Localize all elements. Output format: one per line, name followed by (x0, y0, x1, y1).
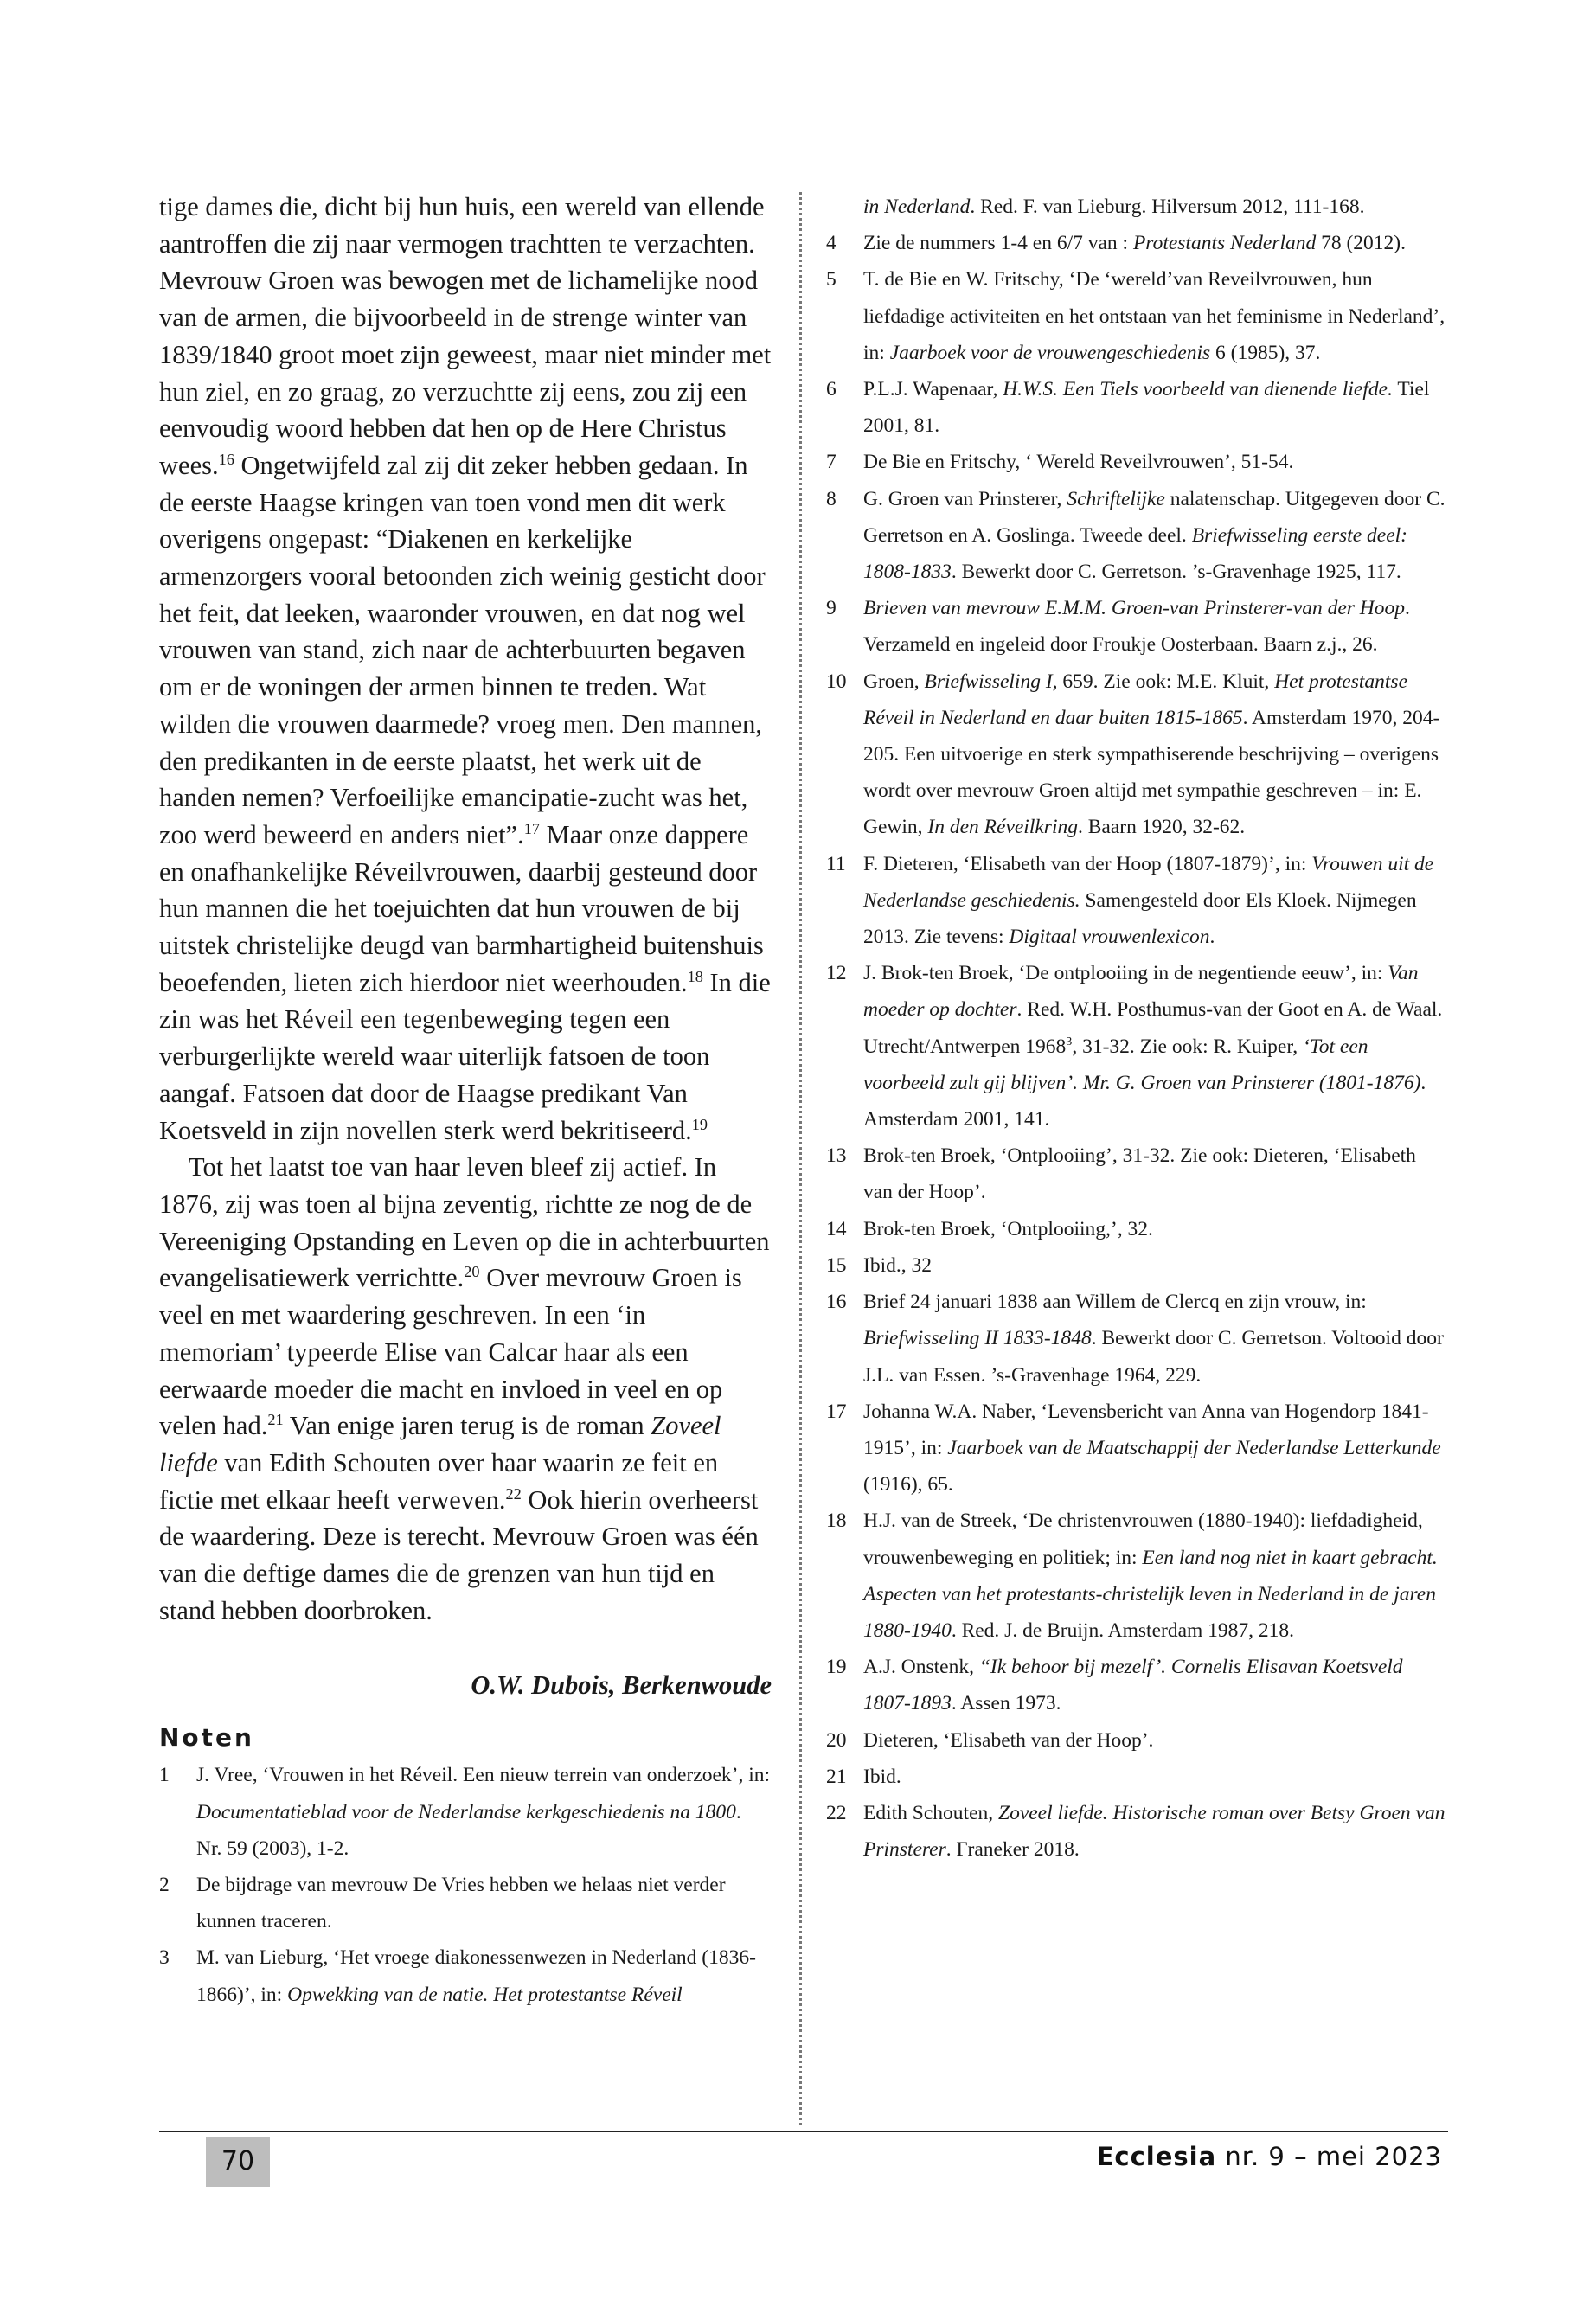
footnote-ref: 18 (687, 967, 703, 985)
italic-text: Het protestantse Réveil in Nederland en daar buiten 1815-1865 (863, 670, 1408, 729)
author-signature: O.W. Dubois, Berkenwoude (471, 1670, 772, 1701)
footnote (826, 955, 1449, 1138)
footnote-number: 12 (826, 962, 847, 985)
footnote (826, 481, 1449, 591)
footnote-number: 19 (826, 1656, 847, 1679)
italic-text: ‘Tot een voorbeeld zult gij blijven’. Mr. G. Groen van Prinsterer (1801-1876) (863, 1035, 1421, 1094)
text-run: . Red. W.H. Posthumus-van der Goot en A. de Waal. Utrecht/Antwerpen 1968 (863, 998, 1443, 1058)
footnote (826, 1284, 1449, 1394)
column-divider (799, 192, 802, 2125)
text-run: Ongetwijfeld zal zij dit zeker hebben gedaan. In de eerste Haagse kringen van toen vond men dit werk overigens ongepast: “Diakenen en kerkelijke armenzorgers vooral betoonden zich weinig gesticht door het feit, dat leeken, waaronder vrouwen, en dat nog wel vrouwen van stand, zich naar de achterbuurten begaven om er de woningen der armen binnen te treden. Wat wilden die vrouwen daarmede? vroeg men. Den mannen, den predikanten in de eerste plaatst, het werk uit de handen nemen? Verfoeilijke emancipatie-zucht was het, zoo werd beweerd en anders niet”. (159, 450, 766, 849)
text-run: . Bewerkt door C. Gerretson. Voltooid door J.L. van Essen. ’s-Gravenhage 1964, 229. (863, 1327, 1444, 1387)
text-run: Over mevrouw Groen is veel en met waardering geschreven. In een ‘in memoriam’ typeerde Elise van Calcar haar als een eerwaarde moeder die macht en invloed in veel en op velen had. (159, 1263, 742, 1441)
text-run: Edith Schouten, (863, 1801, 998, 1824)
italic-text: Vrouwen uit de Nederlandse geschiedenis. (863, 852, 1434, 912)
footnote (826, 444, 1449, 480)
italic-text: Digitaal vrouwenlexicon (1009, 926, 1210, 949)
text-run: (1916), 65. (863, 1473, 953, 1497)
italic-text: Briefwisseling II 1833-1848 (863, 1327, 1092, 1350)
text-run: Tiel 2001, 81. (863, 378, 1430, 438)
text-run: . Bewerkt door C. Gerretson. ’s-Gravenhage 1925, 117. (951, 561, 1401, 584)
text-run: . Verzameld en ingeleid door Froukje Oosterbaan. Baarn z.j., 26. (863, 597, 1410, 657)
footnote-number: 16 (826, 1291, 847, 1314)
text-run: Brok-ten Broek, ‘Ontplooiing’, 31-32. Zie ook: Dieteren, ‘Elisabeth van der Hoop’. (863, 1144, 1416, 1204)
text-run: Tot het laatst toe van haar leven bleef zij actief. In 1876, zij was toen al bijna zeventig, richtte ze nog de de Vereeniging Opstanding en Leven op die in achterbuurten evangelisatiewerk verrichtte. (159, 1152, 770, 1293)
text-run: Van enige jaren terug is de roman (283, 1411, 651, 1441)
text-run: 78 (2012). (1316, 232, 1407, 255)
text-run: J. Brok-ten Broek, ‘De ontplooiing in de negentiende eeuw’, in: (863, 962, 1388, 985)
footnote-number: 1 (159, 1764, 170, 1787)
text-run: F. Dieteren, ‘Elisabeth van der Hoop (1807-1879)’, in: (863, 852, 1312, 875)
footnote-number: 20 (826, 1728, 847, 1752)
footnote-number: 14 (826, 1217, 847, 1240)
text-run: , 31-32. Zie ook: R. Kuiper, (1072, 1035, 1303, 1058)
footnote (826, 371, 1449, 444)
text-run: De bijdrage van mevrouw De Vries hebben we helaas niet verder kunnen traceren. (196, 1874, 726, 1933)
text-run: Maar onze dappere en onafhankelijke Réveilvrouwen, daarbij gesteund door hun mannen die het toejuichten dat hun vrouwen de bij uitstek christelijke deugd van barmhartigheid buitenshuis beoefenden, lieten zich hierdoor niet weerhouden. (159, 819, 764, 997)
text-run: Brief 24 januari 1838 aan Willem de Clercq en zijn vrouw, in: (863, 1291, 1367, 1314)
italic-text: In den Réveilkring (927, 816, 1078, 839)
footnote (826, 1759, 1449, 1795)
journal-name: Ecclesia (1096, 2142, 1217, 2171)
text-run: T. de Bie en W. Fritschy, ‘De ‘wereld’van Reveilvrouwen, hun liefdadige activiteiten en het ontstaan van het feminisme in Nederland’, in: (863, 268, 1445, 364)
italic-text: Jaarboek van de Maatschappij der Nederlandse Letterkunde (947, 1436, 1441, 1459)
footnote (826, 1394, 1449, 1503)
text-run: Zie de nummers 1-4 en 6/7 van : (863, 232, 1133, 255)
footnote-number: 8 (826, 487, 836, 510)
footnote-ref: 19 (691, 1115, 708, 1133)
notes-heading: Noten (159, 1723, 254, 1753)
italic-text: Schriftelijke (1067, 487, 1165, 510)
italic-text: Briefwisseling eerste deel: 1808-1833 (863, 523, 1407, 584)
text-run: Ook hierin overheerst de waardering. Deze is terecht. Mevrouw Groen was één van die deftige dames die de grenzen van hun tijd en stand hebben doorbroken. (159, 1484, 759, 1625)
footnote (826, 846, 1449, 956)
footnote-ref: 17 (523, 819, 540, 837)
italic-text: in Nederland (863, 195, 971, 218)
text-run: . Amsterdam 1970, 204-205. Een uitvoerige en sterk sympathiserende beschrijving – overigens wordt over mevrouw Groen altijd met sympathie geschreven – in: E. Gewin, (863, 706, 1440, 839)
text-run: J. Vree, ‘Vrouwen in het Réveil. Een nieuw terrein van onderzoek’, in: (196, 1764, 771, 1787)
text-run: . Nr. 59 (2003), 1-2. (196, 1800, 741, 1860)
footnote (826, 663, 1449, 846)
text-run: . (1209, 926, 1215, 949)
footnote (826, 1722, 1449, 1759)
text-run: . Red. F. van Lieburg. Hilversum 2012, 111-168. (970, 195, 1365, 218)
footnote-number: 11 (826, 852, 846, 875)
footnote (826, 1503, 1449, 1649)
text-run: tige dames die, dicht bij hun huis, een wereld van ellende aantroffen die zij naar vermogen trachtten te verzachten. Mevrouw Groen was bewogen met de lichamelijke nood van de armen, die bijvoorbeeld in de strenge winter van 1839/1840 groot moet zijn geweest, maar niet minder met hun ziel, en zo graag, zo verzuchtte zij eens, zou zij een eenvoudig woord hebben dat hen op de Here Christus wees. (159, 192, 772, 480)
text-run: . Franeker 2018. (945, 1838, 1080, 1862)
italic-text: Jaarboek voor de vrouwengeschiedenis (889, 341, 1211, 364)
text-run: Johanna W.A. Naber, ‘Levensbericht van Anna van Hogendorp 1841-1915’, in: (863, 1400, 1429, 1459)
left-column (159, 189, 772, 2013)
footnote-ref: 21 (267, 1411, 284, 1429)
footnote (826, 1649, 1449, 1721)
notes-list-left (159, 1757, 772, 2012)
footnote (826, 1211, 1449, 1247)
footnote-number: 10 (826, 670, 847, 693)
text-run: In die zin was het Réveil een tegenbeweging tegen een verburgerlijkte wereld waar uiterlijk fatsoen de toon aangaf. Fatsoen dat door de Haagse predikant Van Koetsveld in zijn novellen sterk werd bekritiseerd. (159, 967, 771, 1145)
text-run: Ibid. (863, 1765, 901, 1788)
italic-text: H.W.S. Een Tiels voorbeeld van dienende liefde. (1003, 378, 1393, 401)
footnote-number: 7 (826, 451, 836, 474)
footnote-number: 17 (826, 1400, 847, 1423)
footnote (826, 1247, 1449, 1284)
footnote-ref: 3 (1066, 1034, 1073, 1048)
footnote (159, 1939, 772, 2012)
italic-text: Van moeder op dochter (863, 962, 1419, 1022)
text-run: Groen, (863, 670, 925, 693)
footnote (826, 590, 1449, 663)
footnote-ref: 22 (505, 1484, 522, 1503)
footnote-ref: 20 (464, 1263, 480, 1281)
footnote-ref: 16 (218, 450, 234, 468)
text-run: . Amsterdam 2001, 141. (863, 1071, 1426, 1131)
footnote-number: 2 (159, 1874, 170, 1897)
text-run: A.J. Onstenk, (863, 1656, 979, 1679)
italic-text: Zoveel liefde (159, 1411, 721, 1477)
text-run: M. van Lieburg, ‘Het vroege diakonessenwezen in Nederland (1836-1866)’, in: (196, 1946, 756, 2006)
footnote-number: 6 (826, 378, 836, 401)
footnote-number: 21 (826, 1765, 847, 1788)
article-paragraph (159, 189, 772, 1149)
italic-text: Zoveel liefde. Historische roman over Betsy Groen van Prinsterer (863, 1801, 1445, 1862)
footnote-number: 18 (826, 1509, 847, 1533)
text-run: van Edith Schouten over haar waarin ze feit en fictie met elkaar heeft verweven. (159, 1447, 719, 1515)
text-run: Brok-ten Broek, ‘Ontplooiing,’, 32. (863, 1217, 1153, 1240)
text-run: Samengesteld door Els Kloek. Nijmegen 2013. Zie tevens: (863, 888, 1417, 949)
italic-text: Briefwisseling I, (924, 670, 1058, 693)
italic-text: Protestants Nederland (1132, 232, 1317, 255)
notes-list-right (826, 189, 1449, 1868)
footnote-number: 9 (826, 597, 836, 620)
footnote (159, 1757, 772, 1867)
text-run: 659. Zie ook: M.E. Kluit, (1057, 670, 1275, 693)
text-run: De Bie en Fritschy, ‘ Wereld Reveilvrouwen’, 51-54. (863, 451, 1294, 474)
footnote-number: 13 (826, 1144, 847, 1168)
footer-rule (159, 2131, 1448, 2132)
footnote-number: 4 (826, 232, 836, 255)
footnote (826, 189, 1449, 225)
footnote (826, 225, 1449, 261)
footnote (159, 1867, 772, 1939)
footnote-number: 22 (826, 1801, 847, 1824)
article-paragraph (159, 1149, 772, 1629)
footnote-number: 5 (826, 268, 836, 292)
italic-text: Opwekking van de natie. Het protestantse Réveil (287, 1983, 683, 2006)
text-run: . Baarn 1920, 32-62. (1077, 816, 1246, 839)
text-run: P.L.J. Wapenaar, (863, 378, 1003, 401)
text-run: 6 (1985), 37. (1210, 341, 1321, 364)
footnote (826, 1795, 1449, 1868)
footnote (826, 1138, 1449, 1210)
issue-label: nr. 9 – mei 2023 (1225, 2142, 1442, 2171)
footnote (826, 261, 1449, 371)
italic-text: Documentatieblad voor de Nederlandse kerkgeschiedenis na 1800 (196, 1800, 736, 1823)
italic-text: “Ik behoor bij mezelf’. Cornelis Elisavan Koetsveld 1807-1893 (863, 1656, 1403, 1715)
text-run: . Red. J. de Bruijn. Amsterdam 1987, 218. (951, 1618, 1295, 1642)
italic-text: Een land nog niet in kaart gebracht. Aspecten van het protestants-christelijk leven in Nederland in de jaren 1880-1940 (863, 1546, 1438, 1642)
text-run: G. Groen van Prinsterer, (863, 487, 1067, 510)
text-run: Ibid., 32 (863, 1253, 932, 1277)
article-body (159, 189, 772, 1629)
text-run: . Assen 1973. (951, 1692, 1061, 1715)
right-column (826, 189, 1449, 1868)
italic-text: Brieven van mevrouw E.M.M. Groen-van Prinsterer-van der Hoop (863, 597, 1406, 620)
text-run: H.J. van de Streek, ‘De christenvrouwen (1880-1940): liefdadigheid, vrouwenbeweging en politiek; in: (863, 1509, 1423, 1569)
journal-issue (1097, 2142, 1442, 2171)
text-run: nalatenschap. Uitgegeven door C. Gerretson en A. Goslinga. Tweede deel. (863, 487, 1445, 547)
page-number: 70 (206, 2137, 270, 2187)
text-run: Dieteren, ‘Elisabeth van der Hoop’. (863, 1728, 1154, 1752)
footnote-number: 15 (826, 1253, 847, 1277)
footnote-number: 3 (159, 1946, 170, 1970)
